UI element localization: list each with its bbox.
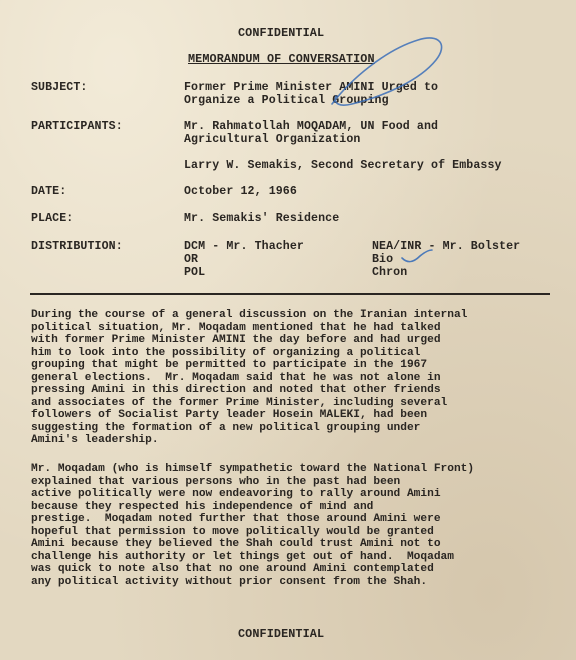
body-line: any political activity without prior consent from the Shah. (31, 575, 428, 588)
body-paragraph-2 (31, 463, 551, 588)
body-line: grouping that might be permitted to participate in the 1967 (31, 359, 428, 371)
body-line: with former Prime Minister AMINI the day before and had urged (31, 334, 441, 346)
separator-rule (30, 293, 550, 295)
body-line: suggesting the formation of a new political grouping under (31, 421, 421, 434)
subject-line-2: Organize a Political Grouping (184, 94, 389, 107)
body-line: because they respected his independence of mind and (31, 500, 374, 513)
body-line: general elections. Mr. Moqadam said that he was not alone in (31, 371, 441, 384)
distribution-label: DISTRIBUTION: (31, 240, 123, 253)
body-line: explained that various persons who in the past had been (31, 475, 401, 488)
date-value: October 12, 1966 (184, 185, 297, 198)
subject-line-1: Former Prime Minister AMINI Urged to (184, 81, 439, 94)
distribution-item: DCM - Mr. Thacher (184, 240, 304, 253)
participants-label: PARTICIPANTS: (31, 120, 123, 133)
body-line: and associates of the former Prime Minister, including several (31, 396, 448, 409)
body-line: hopeful that permission to move politically would be granted (31, 525, 434, 538)
body-paragraph-1 (31, 309, 551, 447)
body-line: active politically were now endeavoring to rally around Amini (31, 488, 441, 500)
place-value: Mr. Semakis' Residence (184, 212, 340, 225)
distribution-item: POL (184, 266, 206, 279)
body-line: prestige. Moqadam noted further that those around Amini were (31, 513, 441, 525)
participant-2: Larry W. Semakis, Second Secretary of Embassy (184, 159, 502, 172)
memo-title: MEMORANDUM OF CONVERSATION (188, 52, 375, 66)
place-label: PLACE: (31, 212, 74, 225)
body-line: followers of Socialist Party leader Hosein MALEKI, had been (31, 409, 428, 421)
body-line: was quick to note also that no one around Amini contemplated (31, 563, 434, 575)
classification-top: CONFIDENTIAL (238, 26, 325, 40)
body-line: Amini because they believed the Shah could trust Amini not to (31, 538, 441, 550)
body-line: political situation, Mr. Moqadam mentioned that he had talked (31, 321, 441, 334)
body-line: challenge his authority or let things get out of hand. Moqadam (31, 550, 454, 563)
distribution-item: NEA/INR - Mr. Bolster (372, 240, 521, 253)
body-line: Mr. Moqadam (who is himself sympathetic toward the National Front) (31, 463, 475, 475)
date-label: DATE: (31, 185, 67, 198)
body-line: During the course of a general discussion on the Iranian internal (31, 309, 468, 321)
participant-1-line-2: Agricultural Organization (184, 133, 361, 146)
subject-label: SUBJECT: (31, 81, 88, 94)
body-line: pressing Amini in this direction and noted that other friends (31, 384, 441, 396)
body-line: him to look into the possibility of organizing a political (31, 346, 421, 359)
distribution-item: Chron (372, 266, 408, 279)
participant-1-line-1: Mr. Rahmatollah MOQADAM, UN Food and (184, 120, 439, 133)
body-line: Amini's leadership. (31, 434, 159, 446)
distribution-item: Bio (372, 253, 394, 266)
distribution-item: OR (184, 253, 199, 266)
classification-bottom: CONFIDENTIAL (238, 627, 325, 641)
